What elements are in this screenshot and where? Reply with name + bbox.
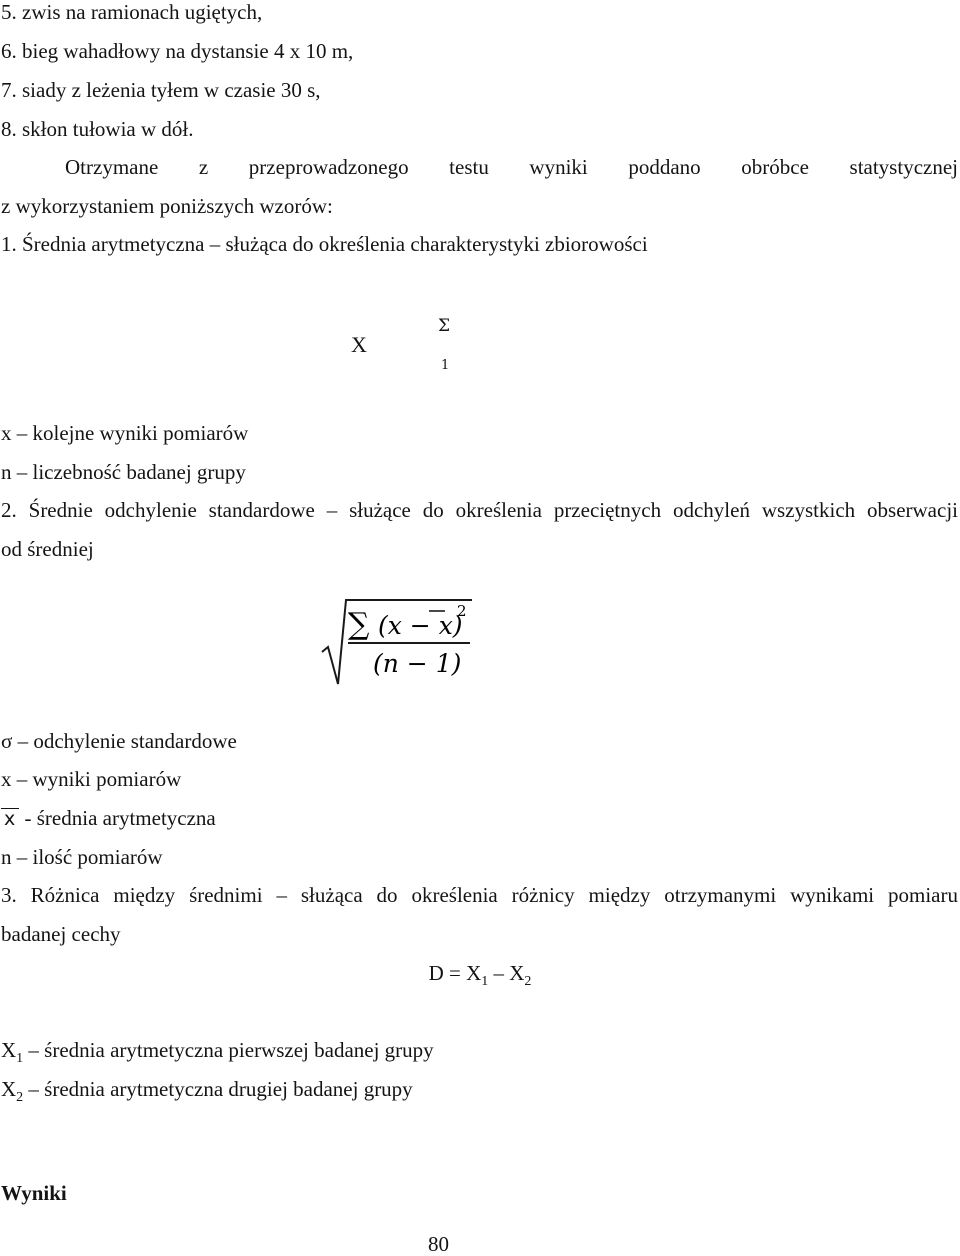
sigma-icon: Σ — [438, 316, 451, 336]
formula-1-title: 1. Średnia arytmetyczna – służąca do określenia charakterystyki zbiorowości — [1, 232, 648, 256]
formula-3-title-line-2: badanej cechy — [1, 922, 121, 946]
list-item-8: 8. skłon tułowia w dół. — [1, 117, 194, 141]
formula-3-left: D = X — [428, 961, 482, 985]
formula-3-sub-1: 1 — [481, 974, 489, 989]
legend-3-x1-text: – średnia arytmetyczna pierwszej badanej grupy — [23, 1038, 434, 1062]
legend-3-x2-symbol: X — [1, 1077, 17, 1101]
formula-3 — [0, 961, 960, 989]
mean-description: - średnia arytmetyczna — [19, 806, 216, 830]
formula-3-title-line-1: 3. Różnica między średnimi – służąca do określenia różnicy między otrzymanymi wynikami pomiaru — [1, 883, 958, 907]
page-number: 80 — [428, 1232, 449, 1256]
legend-1-x: x – kolejne wyniki pomiarów — [1, 421, 249, 445]
legend-3-x1-sub: 1 — [16, 1051, 24, 1066]
legend-2-n: n – ilość pomiarów — [1, 845, 163, 869]
legend-2-x: x – wyniki pomiarów — [1, 767, 182, 791]
standard-deviation-formula — [318, 592, 474, 686]
intro-paragraph-line-1: Otrzymane z przeprowadzonego testu wyniki poddano obróbce statystycznej — [65, 155, 958, 179]
intro-paragraph-line-2: z wykorzystaniem poniższych wzorów: — [1, 194, 333, 218]
formula-3-middle: – X — [488, 961, 525, 985]
legend-1-n: n – liczebność badanej grupy — [1, 460, 246, 484]
legend-2-sigma: σ – odchylenie standardowe — [1, 729, 237, 753]
mean-symbol: x — [1, 808, 19, 829]
formula-2-denominator: (n − 1) — [373, 649, 462, 678]
formula-2-title-line-2: od średniej — [1, 537, 94, 561]
section-heading: Wyniki — [1, 1181, 67, 1205]
legend-2-mean — [1, 806, 216, 830]
legend-3-x1-symbol: X — [1, 1038, 17, 1062]
list-item-6: 6. bieg wahadłowy na dystansie 4 x 10 m, — [1, 39, 354, 63]
list-item-5: 5. zwis na ramionach ugiętych, — [1, 0, 263, 24]
legend-3-x2-text: – średnia arytmetyczna drugiej badanej grupy — [23, 1077, 413, 1101]
legend-3-x2-sub: 2 — [16, 1090, 24, 1105]
formula-1-index: 1 — [441, 358, 450, 373]
formula-2-title-line-1: 2. Średnie odchylenie standardowe – służące do określenia przeciętnych odchyleń wszystkich obserwacji — [1, 498, 958, 522]
legend-3-x2 — [1, 1077, 413, 1105]
formula-2-numerator: (x − x) — [378, 611, 463, 640]
formula-1-x-symbol: X — [351, 332, 367, 357]
formula-3-sub-2: 2 — [524, 974, 532, 989]
summation-icon: ∑ — [348, 607, 370, 642]
formula-2-exponent: 2 — [457, 602, 467, 620]
legend-3-x1 — [1, 1038, 434, 1066]
list-item-7: 7. siady z leżenia tyłem w czasie 30 s, — [1, 78, 321, 102]
